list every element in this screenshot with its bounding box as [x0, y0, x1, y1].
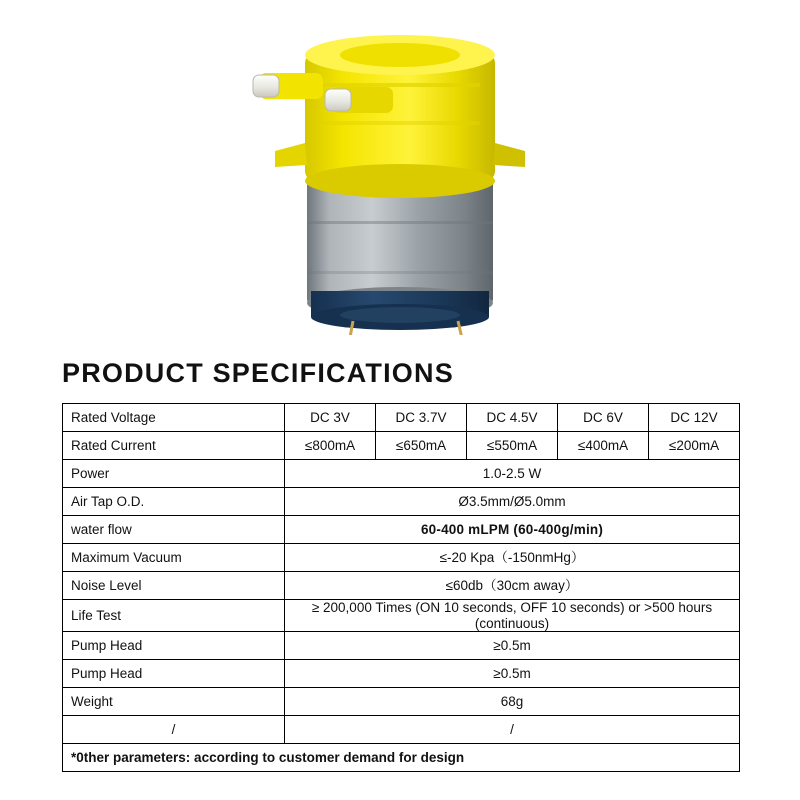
table-row: [63, 544, 740, 572]
spec-label-pump-head-2: Pump Head: [63, 660, 285, 688]
spec-label-noise-level: Noise Level: [63, 572, 285, 600]
spec-value-life-test: ≥ 200,000 Times (ON 10 seconds, OFF 10 seconds) or >500 hours (continuous): [285, 600, 740, 632]
spec-value-maximum-vacuum: ≤-20 Kpa（-150nmHg）: [285, 544, 740, 572]
pump-head: [275, 35, 525, 198]
pump-illustration: [245, 25, 555, 335]
product-image: [0, 0, 800, 352]
spec-value-voltage-1: DC 3.7V: [376, 404, 467, 432]
spec-value-current-0: ≤800mA: [285, 432, 376, 460]
spec-label-power: Power: [63, 460, 285, 488]
spec-label-life-test: Life Test: [63, 600, 285, 632]
spec-value-voltage-2: DC 4.5V: [467, 404, 558, 432]
table-row: [63, 572, 740, 600]
table-row: [63, 516, 740, 544]
page-title: PRODUCT SPECIFICATIONS: [62, 358, 454, 388]
spec-value-noise-level: ≤60db（30cm away）: [285, 572, 740, 600]
spec-label-water-flow: water flow: [63, 516, 285, 544]
spec-label-rated-voltage: Rated Voltage: [63, 404, 285, 432]
table-row: [63, 688, 740, 716]
spec-value-power: 1.0-2.5 W: [285, 460, 740, 488]
spec-label-blank: /: [63, 716, 285, 744]
spec-label-rated-current: Rated Current: [63, 432, 285, 460]
table-row: [63, 488, 740, 516]
table-row: [63, 716, 740, 744]
specifications-table: [62, 403, 740, 772]
motor-base: [311, 291, 489, 330]
spec-footer-note: *0ther parameters: according to customer demand for design: [63, 744, 740, 772]
spec-label-maximum-vacuum: Maximum Vacuum: [63, 544, 285, 572]
spec-value-pump-head-1: ≥0.5m: [285, 632, 740, 660]
table-row: [63, 404, 740, 432]
spec-value-blank: /: [285, 716, 740, 744]
spec-value-current-4: ≤200mA: [649, 432, 740, 460]
spec-value-voltage-3: DC 6V: [558, 404, 649, 432]
spec-value-current-1: ≤650mA: [376, 432, 467, 460]
table-row: [63, 600, 740, 632]
spec-label-pump-head-1: Pump Head: [63, 632, 285, 660]
table-row: [63, 744, 740, 772]
spec-value-voltage-4: DC 12V: [649, 404, 740, 432]
spec-value-voltage-0: DC 3V: [285, 404, 376, 432]
table-row: [63, 632, 740, 660]
spec-value-weight: 68g: [285, 688, 740, 716]
table-row: [63, 660, 740, 688]
spec-value-pump-head-2: ≥0.5m: [285, 660, 740, 688]
specifications-table-wrapper: [62, 403, 740, 772]
table-row: [63, 460, 740, 488]
spec-label-weight: Weight: [63, 688, 285, 716]
spec-value-air-tap-od: Ø3.5mm/Ø5.0mm: [285, 488, 740, 516]
spec-value-current-2: ≤550mA: [467, 432, 558, 460]
table-row: [63, 432, 740, 460]
spec-value-current-3: ≤400mA: [558, 432, 649, 460]
spec-label-air-tap-od: Air Tap O.D.: [63, 488, 285, 516]
spec-value-water-flow: 60-400 mLPM (60-400g/min): [285, 516, 740, 544]
